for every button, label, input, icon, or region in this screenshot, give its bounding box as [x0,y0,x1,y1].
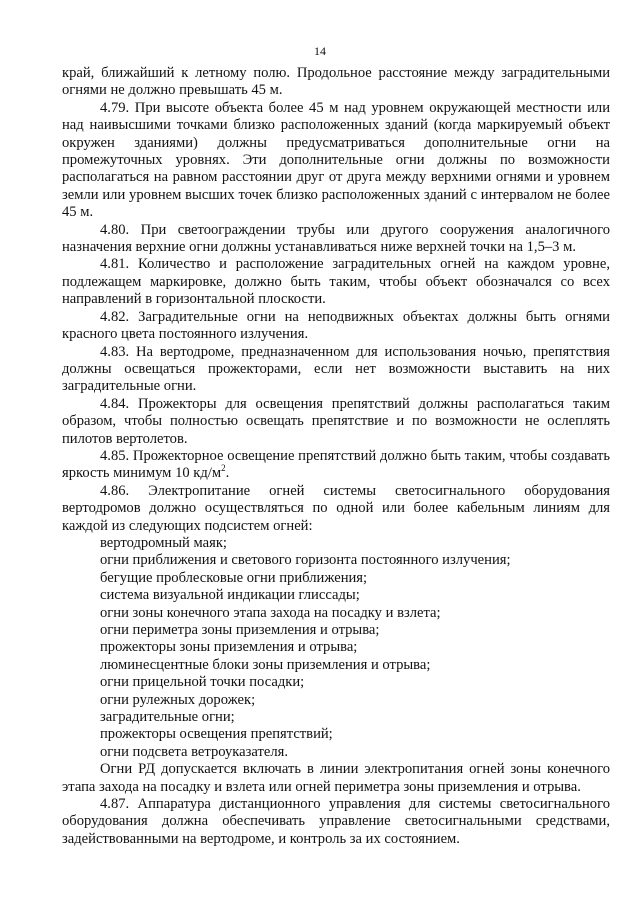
list-item: прожекторы зоны приземления и отрыва; [100,639,358,656]
paragraph-4-86: 4.86. Электропитание огней системы светосигнального оборудования вертодромов должно осуществляться по одной или более кабельным линиям для каждой из следующих подсистем огней: [62,482,610,534]
unit-superscript: 2 [221,463,226,474]
paragraph-4-80: 4.80. При светоограждении трубы или другого сооружения аналогичного назначения верхние огни должны устанавливаться ниже верхней точки на 1,5–3 м. [62,221,610,256]
paragraph-4-83: 4.83. На вертодроме, предназначенном для использования ночью, препятствия должны освещаться прожекторами, если нет возможности выставить на них заградительные огни. [62,343,610,395]
list-item: система визуальной индикации глиссады; [100,587,360,604]
list-item: прожекторы освещения препятствий; [100,726,333,743]
paragraph-4-85-text: 4.85. Прожекторное освещение препятствий должно быть таким, чтобы создавать яркость минимум 10 кд/м [62,447,610,482]
paragraph-4-85 [62,448,610,483]
paragraph-continuation: край, ближайший к летному полю. Продольное расстояние между заградительными огнями не должно превышать 45 м. [62,65,610,99]
paragraph-4-82: 4.82. Заградительные огни на неподвижных объектах должны быть огнями красного цвета постоянного излучения. [62,308,610,343]
list-item: огни зоны конечного этапа захода на посадку и взлета; [100,604,441,621]
page-content [62,65,610,848]
list-item: огни периметра зоны приземления и отрыва; [100,622,380,638]
paragraph-4-84: 4.84. Прожекторы для освещения препятствий должны располагаться таким образом, чтобы полностью освещать препятствие и по возможности не ослеплять пилотов вертолетов. [62,395,610,447]
paragraph-taxiway-lights: Огни РД допускается включать в линии электропитания огней зоны конечного этапа захода на посадку и взлета или огней периметра зоны приземления и отрыва. [62,761,610,795]
list-item: бегущие проблесковые огни приближения; [100,569,368,586]
page-number: 14 [314,44,326,58]
list-item: огни подсвета ветроуказателя. [100,743,288,760]
paragraph-4-79: 4.79. При высоте объекта более 45 м над уровнем окружающей местности или над наивысшими точками близко расположенных зданий (когда маркируемый объект окружен зданиями) должны предусматриваться дополнительные огни на промежуточных уровнях. Эти дополнительные огни должны по возможности располагаться на равном расстоянии друг от друга между верхними огнями и уровнем земли или уровнем высших точек близко расположенных зданий с интервалом не более 45 м. [62,99,610,221]
paragraph-4-81: 4.81. Количество и расположение заградительных огней на каждом уровне, подлежащем маркировке, должно быть таким, чтобы объект обозначался со всех направлений в горизонтальной плоскости. [62,256,610,308]
list-item: люминесцентные блоки зоны приземления и отрыва; [100,656,431,673]
subsystem-list [62,535,610,761]
paragraph-4-85-end: . [225,465,230,482]
list-item: огни прицельной точки посадки; [100,674,305,691]
list-item: огни приближения и светового горизонта постоянного излучения; [100,552,511,569]
paragraph-4-87: 4.87. Аппаратура дистанционного управления для системы светосигнального оборудования должна обеспечивать управление светосигнальными средствами, задействованными на вертодроме, и контроль за их состоянием. [62,796,610,847]
list-item: вертодромный маяк; [100,534,227,551]
list-item: заградительные огни; [100,709,235,726]
list-item: огни рулежных дорожек; [100,691,256,708]
